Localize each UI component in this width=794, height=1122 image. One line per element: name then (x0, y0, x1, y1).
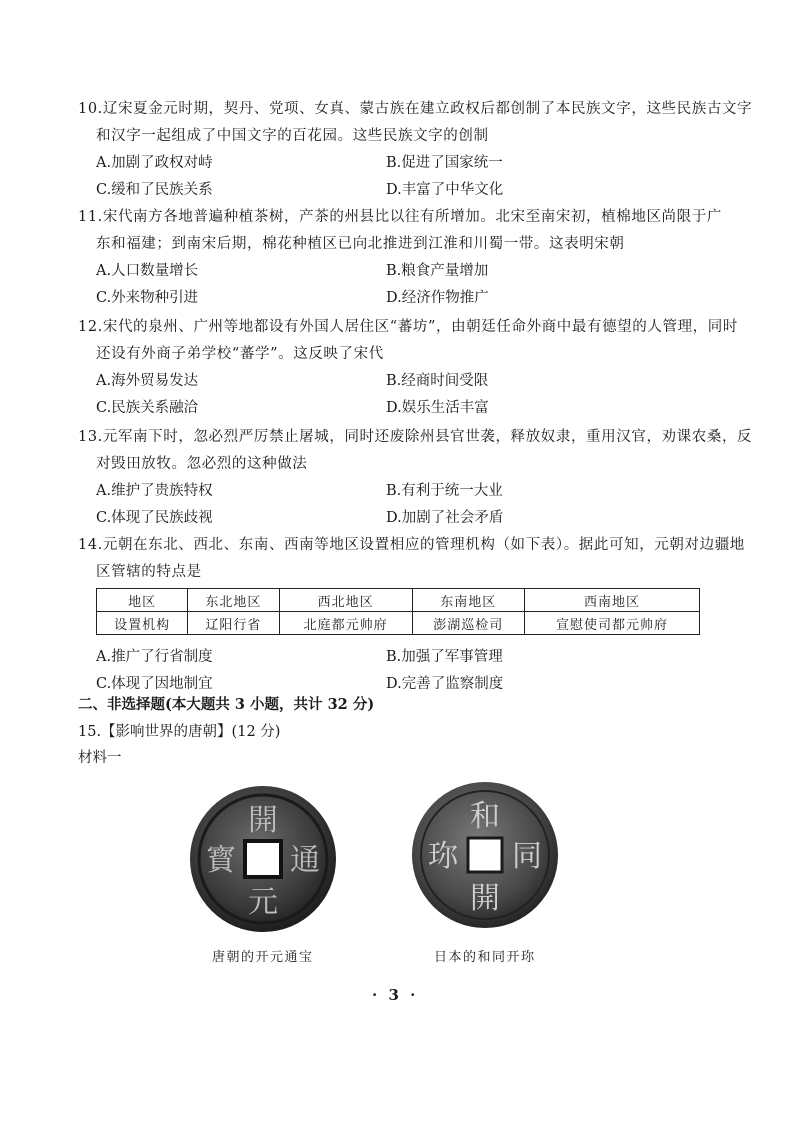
table-cell: 宣慰使司都元帅府 (524, 612, 699, 635)
page-number: · 3 · (372, 986, 419, 1004)
table-cell: 澎湖巡检司 (412, 612, 524, 635)
coin-char-right: 同 (512, 839, 542, 874)
coin-char-left: 寳 (206, 843, 236, 878)
coin-char-top: 和 (470, 799, 500, 834)
question-14-options (96, 644, 716, 698)
option-d[interactable]: D.经济作物推广 (386, 290, 489, 306)
option-a[interactable]: A.海外贸易发达 (96, 373, 199, 389)
option-d[interactable]: D.完善了监察制度 (386, 676, 504, 692)
question-10 (78, 96, 753, 150)
option-b[interactable]: B.经商时间受限 (386, 373, 489, 389)
question-14-stem-line2: 区管辖的特点是 (96, 564, 202, 580)
question-10-stem-line1: 10.辽宋夏金元时期，契丹、党项、女真、蒙古族在建立政权后都创制了本民族文字，这些民族古文字 (78, 101, 753, 117)
admin-institutions-table (96, 588, 700, 635)
option-a[interactable]: A.人口数量增长 (96, 263, 199, 279)
option-a[interactable]: A.推广了行省制度 (96, 649, 213, 665)
question-12-options (96, 368, 716, 422)
question-12-stem-line2: 还设有外商子弟学校“蕃学”。这反映了宋代 (96, 346, 384, 362)
option-b[interactable]: B.促进了国家统一 (386, 155, 503, 171)
option-b[interactable]: B.粮食产量增加 (386, 263, 489, 279)
table-cell: 辽阳行省 (188, 612, 279, 635)
question-14-stem-line1: 14.元朝在东北、西北、东南、西南等地区设置相应的管理机构（如下表）。据此可知，元朝对边疆地 (78, 537, 745, 553)
option-d[interactable]: D.娱乐生活丰富 (386, 400, 489, 416)
question-14 (78, 532, 745, 586)
question-10-options (96, 150, 716, 204)
option-d[interactable]: D.加剧了社会矛盾 (386, 510, 504, 526)
question-13-stem-line1: 13.元军南下时，忽必烈严厉禁止屠城，同时还废除州县官世袭，释放奴隶，重用汉官，劝课农桑，反 (78, 429, 753, 445)
coin-char-bottom: 開 (470, 881, 500, 916)
table-cell: 东南地区 (412, 589, 524, 612)
material-label: 材料一 (78, 750, 122, 766)
option-c[interactable]: C.民族关系融洽 (96, 400, 199, 416)
question-13 (78, 424, 753, 478)
coin-char-right: 通 (290, 843, 320, 878)
kaiyuan-tongbao-coin-image (188, 784, 338, 934)
question-12 (78, 314, 738, 368)
coin-char-left: 珎 (428, 839, 458, 874)
table-cell: 北庭都元帅府 (279, 612, 412, 635)
option-c[interactable]: C.缓和了民族关系 (96, 182, 213, 198)
option-c[interactable]: C.体现了因地制宜 (96, 676, 213, 692)
question-11-stem-line2: 东和福建；到南宋后期，棉花种植区已向北推进到江淮和川蜀一带。这表明宋朝 (96, 236, 625, 252)
option-c[interactable]: C.外来物种引进 (96, 290, 199, 306)
wadokaichin-coin-image (410, 780, 560, 930)
question-13-stem-line2: 对毁田放牧。忽必烈的这种做法 (96, 456, 308, 472)
question-15-title: 15.【影响世界的唐朝】(12 分) (78, 724, 281, 740)
option-c[interactable]: C.体现了民族歧视 (96, 510, 213, 526)
question-13-options (96, 478, 716, 532)
option-a[interactable]: A.维护了贵族特权 (96, 483, 213, 499)
question-12-stem-line1: 12.宋代的泉州、广州等地都设有外国人居住区“蕃坊”，由朝廷任命外商中最有德望的人管理，同时 (78, 319, 738, 335)
table-cell: 西北地区 (279, 589, 412, 612)
section-heading: 二、非选择题(本大题共 3 小题，共计 32 分) (78, 696, 375, 713)
table-cell: 设置机构 (97, 612, 188, 635)
option-a[interactable]: A.加剧了政权对峙 (96, 155, 213, 171)
question-11 (78, 204, 722, 258)
option-b[interactable]: B.有利于统一大业 (386, 483, 503, 499)
table-cell: 西南地区 (524, 589, 699, 612)
table-cell: 东北地区 (188, 589, 279, 612)
coin-caption-right: 日本的和同开珎 (434, 950, 536, 965)
coin-char-bottom: 元 (248, 885, 278, 920)
table-cell: 地区 (97, 589, 188, 612)
question-10-stem-line2: 和汉字一起组成了中国文字的百花园。这些民族文字的创制 (96, 128, 489, 144)
table-row (97, 612, 700, 635)
option-d[interactable]: D.丰富了中华文化 (386, 182, 504, 198)
table-row (97, 589, 700, 612)
coin-char-top: 開 (248, 803, 278, 838)
question-11-stem-line1: 11.宋代南方各地普遍种植茶树，产茶的州县比以往有所增加。北宋至南宋初，植棉地区尚限于广 (78, 209, 722, 225)
option-b[interactable]: B.加强了军事管理 (386, 649, 503, 665)
question-11-options (96, 258, 716, 312)
coin-caption-left: 唐朝的开元通宝 (212, 950, 314, 965)
